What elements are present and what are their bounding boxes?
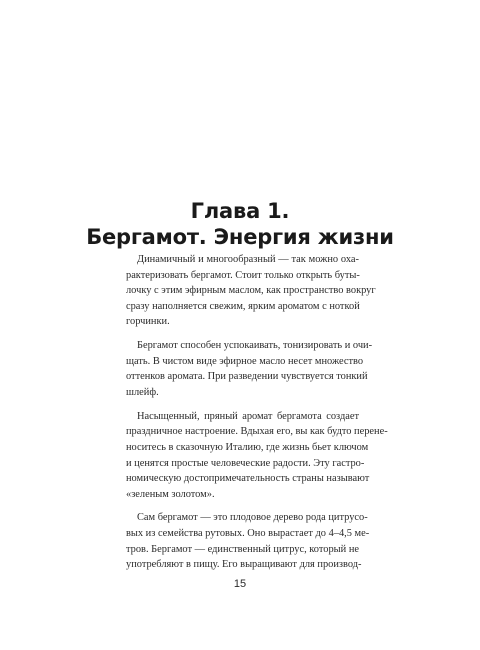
paragraph — [126, 510, 370, 572]
body-text — [126, 252, 388, 581]
chapter-number: Глава 1. — [190, 199, 290, 223]
paragraph — [126, 338, 373, 400]
text-line: сразу наполняется свежим, ярким ароматом с ноткой — [126, 300, 360, 312]
text-line: Бергамот способен успокаивать, тонизировать и очи- — [137, 340, 373, 352]
page-number: 15 — [233, 578, 247, 590]
text-line: Динамичный и многообразный — так можно оха- — [137, 254, 359, 265]
text-line: и ценятся простые человеческие радости. Эту гастро- — [126, 457, 365, 469]
text-line: Сам бергамот — это плодовое дерево рода цитрусо- — [137, 512, 368, 524]
chapter-title: Бергамот. Энергия жизни — [86, 225, 394, 249]
text-line: вых из семейства рутовых. Оно вырастает до 4–4,5 ме- — [126, 528, 370, 540]
text-line: оттенков аромата. При разведении чувствуется тонкий — [126, 371, 368, 383]
paragraph — [126, 252, 376, 330]
text-line: рактеризовать бергамот. Стоит только открыть буты- — [126, 269, 360, 281]
paragraph — [126, 409, 388, 503]
text-line: шлейф. — [126, 386, 159, 398]
text-line: употребляют в пищу. Его выращивают для производ- — [126, 559, 362, 571]
text-line: номическую достопримечательность страны называют — [126, 473, 370, 485]
text-line: лочку с этим эфирным маслом, как пространство вокруг — [126, 285, 376, 297]
chapter-heading — [0, 198, 480, 250]
text-line: «зеленым золотом». — [126, 488, 215, 500]
text-line: тров. Бергамот — единственный цитрус, который не — [126, 543, 359, 555]
text-line: Насыщенный, пряный аромат бергамота создает — [137, 410, 359, 422]
text-line: горчинки. — [126, 316, 170, 328]
text-line: праздничное настроение. Вдыхая его, вы как будто перене- — [126, 426, 388, 438]
text-line: носитесь в сказочную Италию, где жизнь бьет ключом — [126, 441, 369, 453]
text-line: щать. В чистом виде эфирное масло несет множество — [126, 355, 364, 367]
